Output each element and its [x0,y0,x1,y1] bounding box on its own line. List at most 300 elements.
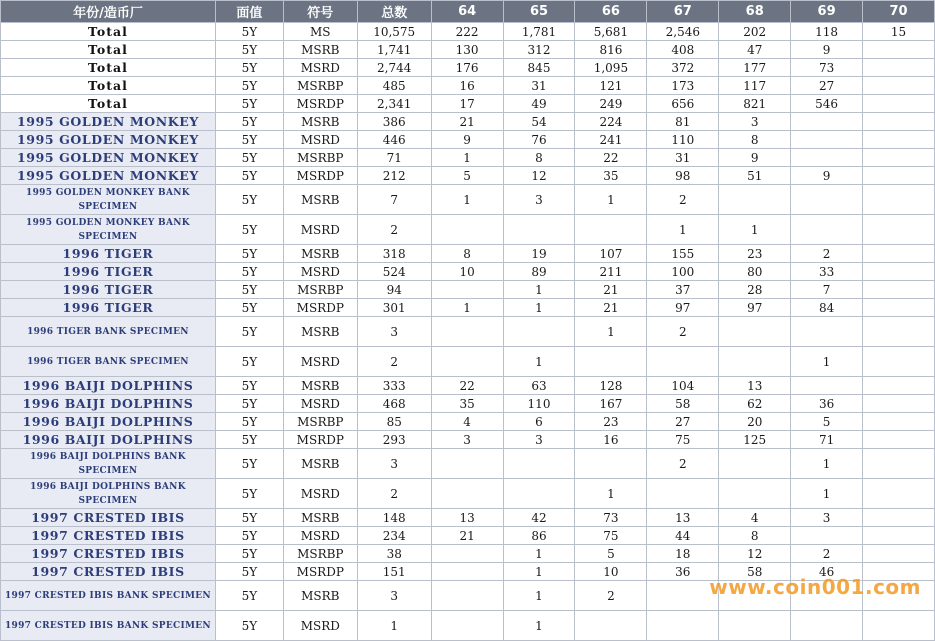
table-cell: 2,341 [357,95,431,113]
table-cell: 1 [719,215,791,245]
table-row [1,347,935,377]
table-cell: 35 [575,167,647,185]
table-cell: 1 [431,299,503,317]
table-cell: 5Y [215,509,283,527]
table-cell [719,317,791,347]
table-cell: 1 [431,185,503,215]
table-cell: 23 [575,413,647,431]
table-cell: 9 [791,41,863,59]
table-cell: 3 [357,581,431,611]
table-cell: 5Y [215,113,283,131]
table-cell: 20 [719,413,791,431]
table-cell [791,215,863,245]
table-cell [863,299,935,317]
table-cell: 107 [575,245,647,263]
table-row [1,479,935,509]
table-cell: MSRBP [283,545,357,563]
table-cell: 167 [575,395,647,413]
table-cell: 121 [575,77,647,95]
table-cell: 100 [647,263,719,281]
coin-name-cell: 1995 GOLDEN MONKEY BANK SPECIMEN [1,185,216,215]
table-row [1,611,935,641]
table-cell: 1 [503,611,575,641]
table-row [1,245,935,263]
table-cell: 155 [647,245,719,263]
table-cell: 1,781 [503,23,575,41]
table-cell: 9 [431,131,503,149]
table-cell: 35 [431,395,503,413]
coin-name-cell: 1996 BAIJI DOLPHINS BANK SPECIMEN [1,479,216,509]
table-cell: 5Y [215,131,283,149]
table-cell [791,113,863,131]
coin-name-cell: 1995 GOLDEN MONKEY [1,149,216,167]
table-cell: 58 [719,563,791,581]
table-row [1,317,935,347]
table-cell [863,395,935,413]
table-cell: 76 [503,131,575,149]
column-header: 总数 [357,1,431,23]
coin-name-cell: 1996 BAIJI DOLPHINS [1,431,216,449]
table-cell [719,185,791,215]
table-cell [863,377,935,395]
table-cell: 468 [357,395,431,413]
table-cell [863,185,935,215]
table-cell: 5Y [215,449,283,479]
table-cell: MSRD [283,131,357,149]
table-cell [863,149,935,167]
table-cell [575,449,647,479]
table-cell: 546 [791,95,863,113]
table-cell: 19 [503,245,575,263]
table-row [1,395,935,413]
table-cell: 44 [647,527,719,545]
table-cell [863,215,935,245]
table-cell: 224 [575,113,647,131]
column-header: 67 [647,1,719,23]
table-cell: 1 [791,449,863,479]
table-cell: 5Y [215,527,283,545]
coin-name-cell: 1996 BAIJI DOLPHINS [1,413,216,431]
table-cell: 5Y [215,581,283,611]
table-cell: 84 [791,299,863,317]
table-cell: 17 [431,95,503,113]
table-cell [863,263,935,281]
table-cell [575,347,647,377]
table-cell [503,215,575,245]
table-cell [647,479,719,509]
column-header: 年份/造币厂 [1,1,216,23]
table-cell: 2 [357,215,431,245]
coin-name-cell: 1996 TIGER [1,263,216,281]
table-cell: MSRD [283,59,357,77]
table-cell [719,449,791,479]
table-cell: 5Y [215,395,283,413]
table-cell: 15 [863,23,935,41]
table-cell: 151 [357,563,431,581]
table-cell [575,611,647,641]
table-cell: 8 [719,131,791,149]
table-row [1,23,935,41]
table-cell: 8 [719,527,791,545]
table-cell: 2 [575,581,647,611]
table-cell: MSRD [283,611,357,641]
coin-name-cell: Total [1,59,216,77]
table-cell: 2 [357,479,431,509]
watermark: www.coin001.com [709,575,921,599]
table-cell [863,167,935,185]
table-cell [863,41,935,59]
table-cell: 36 [647,563,719,581]
table-cell: 12 [719,545,791,563]
table-cell: 8 [503,149,575,167]
table-cell [431,347,503,377]
coin-name-cell: 1996 BAIJI DOLPHINS [1,395,216,413]
table-cell: 173 [647,77,719,95]
column-header: 69 [791,1,863,23]
table-cell [863,317,935,347]
table-cell: 372 [647,59,719,77]
table-cell: 446 [357,131,431,149]
table-cell [791,185,863,215]
table-cell [431,581,503,611]
table-cell [863,245,935,263]
table-cell [719,479,791,509]
table-cell: 27 [791,77,863,95]
table-cell: 1 [357,611,431,641]
table-cell: 18 [647,545,719,563]
table-cell [863,131,935,149]
table-cell: 5Y [215,95,283,113]
table-cell [431,281,503,299]
table-cell [863,479,935,509]
table-body [1,23,935,641]
table-cell: 21 [431,527,503,545]
table-cell: MSRB [283,317,357,347]
table-cell [503,479,575,509]
table-cell: 5Y [215,479,283,509]
table-cell: 27 [647,413,719,431]
table-cell: 75 [575,527,647,545]
table-cell: 94 [357,281,431,299]
table-cell: 23 [719,245,791,263]
table-cell: 46 [791,563,863,581]
table-cell: 85 [357,413,431,431]
table-cell: 3 [719,113,791,131]
table-cell [575,215,647,245]
table-cell: 86 [503,527,575,545]
table-cell [863,413,935,431]
coin-name-cell: 1997 CRESTED IBIS [1,545,216,563]
table-cell: MSRBP [283,77,357,95]
table-cell: MSRB [283,113,357,131]
table-cell: 73 [575,509,647,527]
coin-name-cell: Total [1,23,216,41]
table-row [1,449,935,479]
table-cell: 2,546 [647,23,719,41]
table-row [1,431,935,449]
table-cell: 4 [719,509,791,527]
coin-name-cell: 1997 CRESTED IBIS [1,509,216,527]
table-cell: 5Y [215,281,283,299]
table-cell: 118 [791,23,863,41]
table-cell: 485 [357,77,431,95]
table-cell: 10 [575,563,647,581]
table-cell: 31 [647,149,719,167]
column-header: 符号 [283,1,357,23]
table-cell: MSRD [283,215,357,245]
table-cell: 3 [357,449,431,479]
table-cell: 2,744 [357,59,431,77]
column-header: 65 [503,1,575,23]
table-cell: 1 [791,347,863,377]
table-cell: 1 [503,347,575,377]
table-cell: 1 [575,479,647,509]
coin-name-cell: 1996 TIGER [1,281,216,299]
table-cell: 1 [503,281,575,299]
table-cell: MS [283,23,357,41]
table-cell: 42 [503,509,575,527]
table-cell: 117 [719,77,791,95]
table-cell: 249 [575,95,647,113]
table-cell [431,479,503,509]
table-cell: 51 [719,167,791,185]
table-cell [863,347,935,377]
table-cell: 3 [357,317,431,347]
table-cell [863,449,935,479]
table-row [1,527,935,545]
table-cell [863,113,935,131]
table-cell: 5Y [215,167,283,185]
table-cell: 81 [647,113,719,131]
table-cell: 222 [431,23,503,41]
table-cell: 5 [431,167,503,185]
table-row [1,77,935,95]
table-cell: 5Y [215,263,283,281]
table-cell: 10,575 [357,23,431,41]
table-row [1,95,935,113]
table-cell: 5Y [215,413,283,431]
table-cell: 8 [431,245,503,263]
table-cell: MSRDP [283,299,357,317]
table-row [1,167,935,185]
table-cell: 5Y [215,245,283,263]
table-cell: 73 [791,59,863,77]
table-row [1,41,935,59]
table-cell: 110 [503,395,575,413]
table-cell [647,347,719,377]
table-cell: 110 [647,131,719,149]
table-row [1,299,935,317]
table-cell [791,149,863,167]
table-cell: 386 [357,113,431,131]
table-cell: MSRDP [283,167,357,185]
table-cell: MSRD [283,395,357,413]
table-cell [863,545,935,563]
table-cell: 5Y [215,149,283,167]
table-cell: MSRBP [283,413,357,431]
table-cell: 5Y [215,563,283,581]
table-cell: MSRB [283,377,357,395]
table-cell: 1 [647,215,719,245]
table-cell: 2 [791,545,863,563]
coin-name-cell: 1995 GOLDEN MONKEY [1,167,216,185]
table-cell: 21 [431,113,503,131]
table-cell: 3 [431,431,503,449]
table-cell: MSRBP [283,149,357,167]
table-cell: 5Y [215,545,283,563]
table-cell [431,563,503,581]
table-cell: 97 [719,299,791,317]
coin-name-cell: 1997 CRESTED IBIS BANK SPECIMEN [1,611,216,641]
table-cell: 80 [719,263,791,281]
table-cell: 5Y [215,317,283,347]
table-cell: 5Y [215,215,283,245]
coin-name-cell: Total [1,41,216,59]
table-cell: 312 [503,41,575,59]
table-cell: 104 [647,377,719,395]
table-cell: 6 [503,413,575,431]
table-cell: MSRD [283,263,357,281]
table-cell: 10 [431,263,503,281]
table-cell: 656 [647,95,719,113]
table-cell: 71 [791,431,863,449]
table-cell: 241 [575,131,647,149]
table-cell: 2 [647,317,719,347]
table-cell: 49 [503,95,575,113]
column-header: 66 [575,1,647,23]
table-cell [431,317,503,347]
table-cell: 2 [647,185,719,215]
column-header: 68 [719,1,791,23]
table-cell [431,215,503,245]
table-cell: 9 [791,167,863,185]
table-cell: 28 [719,281,791,299]
table-cell [863,59,935,77]
table-cell: 5 [575,545,647,563]
table-cell [863,77,935,95]
table-cell: 98 [647,167,719,185]
table-cell: 5Y [215,377,283,395]
table-cell: MSRB [283,185,357,215]
table-cell: 301 [357,299,431,317]
table-cell: 234 [357,527,431,545]
coin-name-cell: Total [1,95,216,113]
table-cell: 5Y [215,77,283,95]
coin-name-cell: 1997 CRESTED IBIS [1,527,216,545]
table-cell [431,611,503,641]
table-cell: 1 [503,563,575,581]
table-cell: MSRB [283,581,357,611]
table-cell: 821 [719,95,791,113]
coin-name-cell: 1995 GOLDEN MONKEY [1,131,216,149]
table-row [1,377,935,395]
column-header: 70 [863,1,935,23]
table-cell: 816 [575,41,647,59]
table-cell: 5Y [215,185,283,215]
table-cell: 58 [647,395,719,413]
coin-name-cell: 1996 TIGER [1,245,216,263]
table-cell: 1 [503,299,575,317]
table-cell: 16 [431,77,503,95]
table-cell: 71 [357,149,431,167]
table-cell: 5Y [215,41,283,59]
table-cell: 21 [575,299,647,317]
table-cell: 1 [503,545,575,563]
table-cell: 1,095 [575,59,647,77]
table-cell: 54 [503,113,575,131]
table-cell: 333 [357,377,431,395]
table-cell [863,611,935,641]
table-cell [791,131,863,149]
header-row [1,1,935,23]
table-cell: 1,741 [357,41,431,59]
table-cell: 5,681 [575,23,647,41]
table-cell: 47 [719,41,791,59]
table-cell: 524 [357,263,431,281]
table-cell [791,317,863,347]
coin-name-cell: 1996 TIGER [1,299,216,317]
table-cell: 4 [431,413,503,431]
table-cell: 38 [357,545,431,563]
table-row [1,131,935,149]
table-cell: 318 [357,245,431,263]
table-cell: 31 [503,77,575,95]
table-cell: 13 [647,509,719,527]
table-cell: 408 [647,41,719,59]
table-row [1,281,935,299]
table-cell: 7 [357,185,431,215]
table-cell: MSRDP [283,431,357,449]
table-cell: 75 [647,431,719,449]
coin-name-cell: 1997 CRESTED IBIS BANK SPECIMEN [1,581,216,611]
table-cell [791,611,863,641]
table-cell: 176 [431,59,503,77]
table-cell [719,611,791,641]
table-cell: 97 [647,299,719,317]
table-row [1,59,935,77]
table-cell [863,509,935,527]
table-cell: 128 [575,377,647,395]
table-cell: 1 [575,185,647,215]
table-row [1,149,935,167]
table-row [1,509,935,527]
table-cell: 845 [503,59,575,77]
table-cell: 2 [357,347,431,377]
table-cell: 5Y [215,347,283,377]
table-cell: 5Y [215,23,283,41]
table-cell: MSRD [283,479,357,509]
table-cell [863,431,935,449]
table-cell: 202 [719,23,791,41]
table-cell: 130 [431,41,503,59]
table-cell: 125 [719,431,791,449]
coin-name-cell: 1996 TIGER BANK SPECIMEN [1,317,216,347]
table-cell: 212 [357,167,431,185]
table-cell [431,545,503,563]
table-cell: 148 [357,509,431,527]
table-cell: 36 [791,395,863,413]
table-cell: MSRBP [283,281,357,299]
table-cell: 22 [575,149,647,167]
table-row [1,413,935,431]
coin-name-cell: 1996 BAIJI DOLPHINS [1,377,216,395]
table-cell: 5 [791,413,863,431]
table-cell: 5Y [215,59,283,77]
table-cell: 63 [503,377,575,395]
table-row [1,545,935,563]
table-cell: 2 [647,449,719,479]
table-cell: 211 [575,263,647,281]
